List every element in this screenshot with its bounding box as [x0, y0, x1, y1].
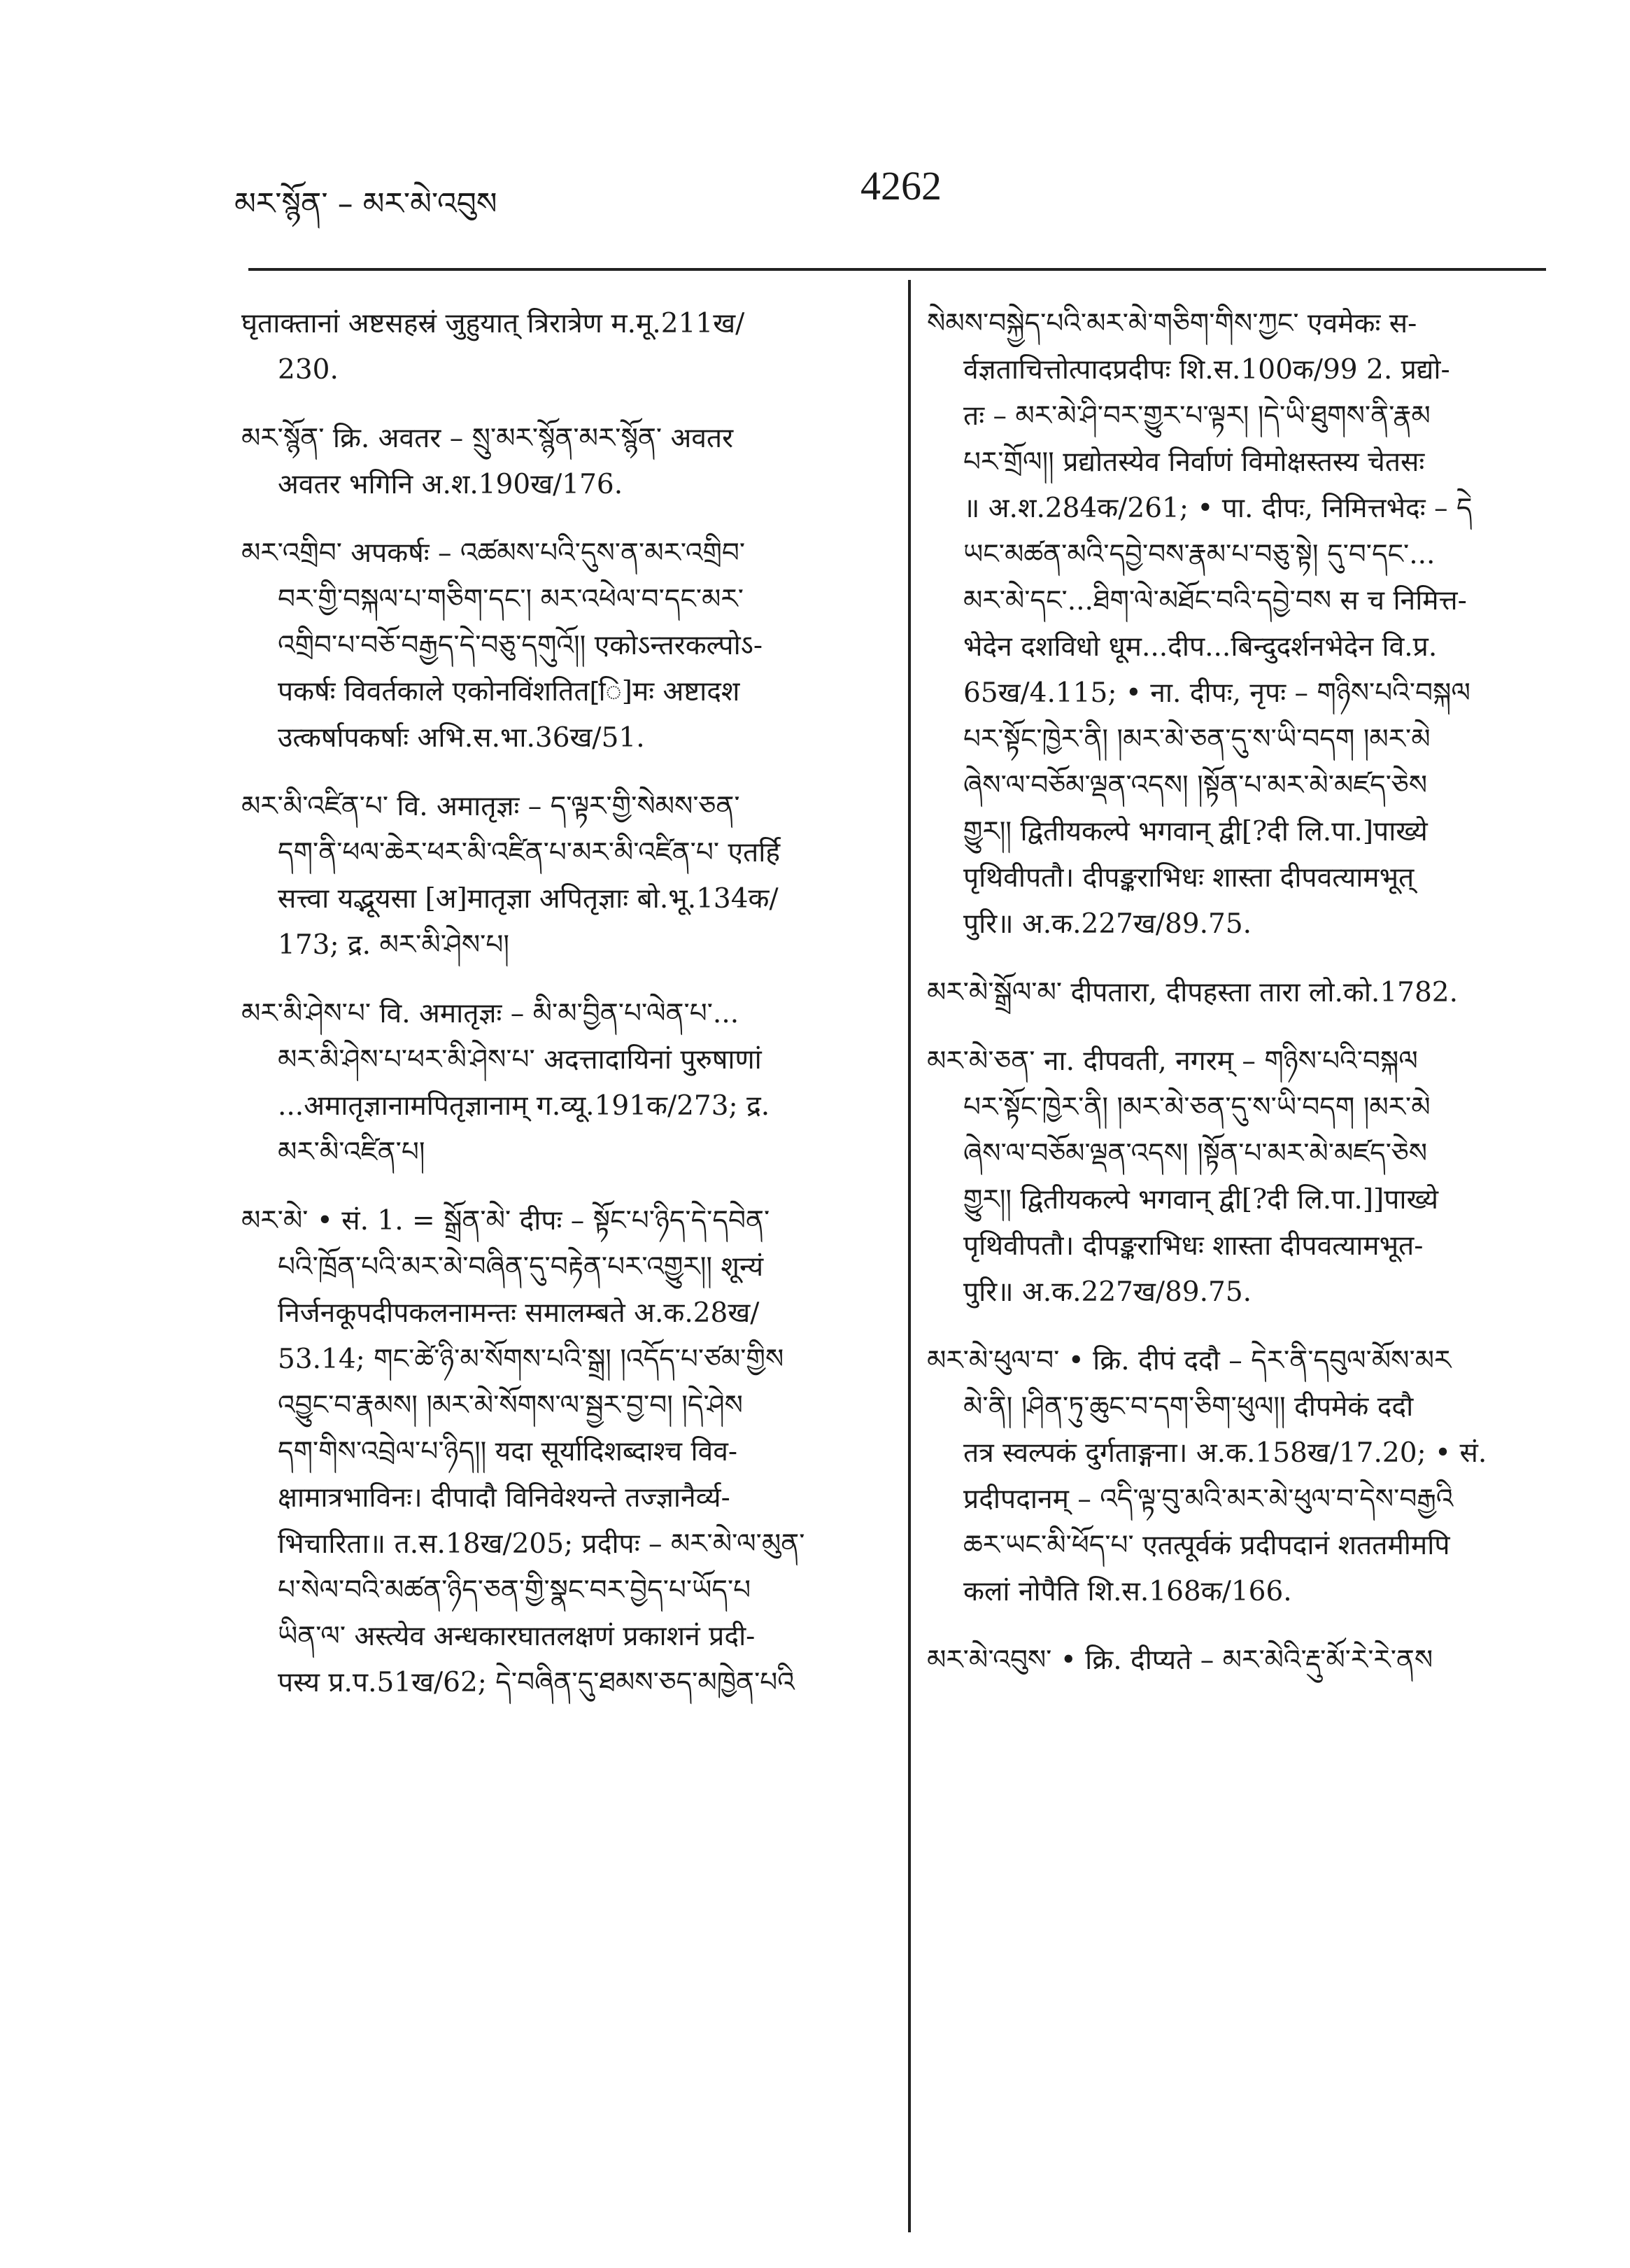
header-guide-words: མར་སྙོན་ – མར་མེ་འབུས: [234, 186, 497, 222]
entry-line: པ་སེལ་བའི་མཚན་ཉིད་ཅན་གྱི་སྣང་བར་བྱེད་པ་ཡོད་པ: [278, 1575, 751, 1606]
entry-line: པར་གྲོལ།། प्रद्योतस्येव निर्वाणं विमोक्षस्तस्य चेतसः: [963, 446, 1425, 478]
entry-line: भिचारिता॥ त.स.18ख/205; प्रदीपः – མར་མེ་ལ་མུན་: [278, 1528, 805, 1560]
entry-line: पृथिवीपतौ। दीपङ्कराभिधः शास्ता दीपवत्यामभूत्: [963, 862, 1415, 894]
entry-line: ...अमातृज्ञानामपितृज्ञानाम् ग.व्यू.191क/273; द्र.: [278, 1090, 770, 1122]
entry-line: घृताक्तानां अष्टसहस्रं जुहुयात् त्रिरात्रेण म.मू.211ख/: [241, 308, 745, 339]
dictionary-entry: [927, 301, 1543, 948]
entry-line: उत्कर्षापकर्षाः अभि.स.भा.36ख/51.: [278, 722, 645, 754]
entry-line: ཡང་མཚན་མའི་དབྱེ་བས་རྣམ་པ་བཅུ་སྟེ། དུ་བ་དང་...: [963, 539, 1436, 570]
entry-line: འགྲིབ་པ་བཅོ་བརྒྱད་དེ་བཅུ་དགུའོ།། एकोऽन्तरकल्पोऽ-: [278, 630, 763, 661]
entry-line: ॥ अ.श.284क/261; • पा. दीपः, निमित्तभेदः – དེ: [963, 493, 1473, 524]
entry-line: सत्त्वा यद्भूयसा [अ]मातृज्ञा अपितृज्ञाः बो.भू.134क/: [278, 883, 779, 915]
entry-line: पकर्षः विवर्तकाले एकोनविंशतित[ि]मः अष्टादश: [278, 676, 740, 707]
entry-line: མར་མེ་འབུས་ • क्रि. दीप्यते – མར་མེའི་རྡུ་མོ་རེ་རེ་ནས: [927, 1644, 1433, 1676]
page-number: 4262: [860, 163, 942, 209]
entry-line: མར་སྙོན་ क्रि. अवतर – སྲུ་མར་སྙོན་མར་སྙོན་ अवतर: [241, 423, 734, 454]
entry-line: མར་མེ་སྒྲོལ་མ་ दीपतारा, दीपहस्ता तारा लो.को.1782.: [927, 977, 1458, 1008]
entry-line: སེམས་བསྐྱེད་པའི་མར་མེ་གཅིག་གིས་ཀྱང་ एवमेकः स-: [927, 308, 1417, 339]
right-column: [927, 301, 1543, 1706]
entry-line: མར་མི་ཤེས་པ་ वि. अमातृज्ञः – མི་མ་བྱིན་པ་ལེན་པ་...: [241, 998, 739, 1029]
entry-line: གྱུར།། द्वितीयकल्पे भगवान् द्वी[?दी लि.पा.]]पाख्ये: [963, 1184, 1438, 1216]
dictionary-entry: [241, 301, 881, 393]
entry-line: प्रदीपदानम् – འདི་ལྟ་བུ་མའི་མར་མེ་ཕུལ་བ་དེས་བརྒྱའི: [963, 1484, 1454, 1515]
entry-line: མར་མི་ཤེས་པ་ཕར་མི་ཤེས་པ་ अदत्तादायिनां पुरुषाणां: [278, 1044, 762, 1076]
entry-line: पृथिवीपतौ। दीपङ्कराभिधः शास्ता दीपवत्यामभूत-: [963, 1230, 1424, 1262]
entry-line: पुरि॥ अ.क.227ख/89.75.: [963, 1276, 1252, 1308]
entry-line: འབྱུང་བ་རྣམས། །མར་མེ་སོགས་ལ་སྦྱར་བྱ་བ། །དེ་ཤེས: [278, 1390, 743, 1421]
dictionary-entry: [927, 1637, 1543, 1684]
dictionary-entry: [927, 1038, 1543, 1316]
dictionary-entry: [241, 416, 881, 508]
entry-line: མར་མི་འཛིན་པ་ वि. अमातृज्ञः – ད་ལྟར་གྱི་སེམས་ཅན་: [241, 791, 740, 822]
entry-line: པར་སྟོང་ཁྱེར་ནི། །མར་མེ་ཅན་དུ་ས་ཡི་བདག །མར་མེ: [963, 1092, 1431, 1123]
entry-line: कलां नोपैति शि.स.168क/166.: [963, 1576, 1292, 1607]
dictionary-entry: [241, 530, 881, 761]
entry-line: དག་གིས་འབྲེལ་པ་ཉིད།། यदा सूर्यादिशब्दाश्च विव-: [278, 1436, 738, 1467]
entry-line: མར་མེ་ • सं. 1. = སྒྲོན་མེ་ दीपः – སྟོང་པ་ཉིད་དེ་དབེན་: [241, 1205, 770, 1237]
entry-line: भेदेन दशविधो धूम...दीप...बिन्दुदर्शनभेदेन वि.प्र.: [963, 631, 1438, 663]
entry-line: 173; द्र. མར་མི་ཤེས་པ།: [278, 929, 510, 961]
entry-line: पस्य प्र.प.51ख/62; དེ་བཞིན་དུ་ཐམས་ཅད་མཁྱེན་པའི: [278, 1667, 795, 1698]
running-header: [234, 162, 1546, 222]
entry-line: पुरि॥ अ.क.227ख/89.75.: [963, 908, 1252, 940]
entry-line: ཡིན་ལ་ अस्त्येव अन्धकारघातलक्षणं प्रकाशनं प्रदी-: [278, 1621, 756, 1652]
entry-line: དག་ནི་ཕལ་ཆེར་ཕར་མི་འཛིན་པ་མར་མི་འཛིན་པ་ एतर्हि: [278, 837, 781, 868]
header-rule: [248, 268, 1546, 271]
entry-line: 53.14; གང་ཚེ་ཉི་མ་སོགས་པའི་སྒྲ། །འདོད་པ་ཙམ་གྱིས: [278, 1344, 784, 1375]
entry-line: མར་མེ་ཕུལ་བ་ • क्रि. दीपं ददौ – དེར་ནི་དབུལ་མོས་མར: [927, 1345, 1452, 1376]
entry-line: निर्जनकूपदीपकलनामन्तः समालम्बते अ.क.28ख/: [278, 1297, 760, 1329]
dictionary-entry: [927, 970, 1543, 1016]
entry-line: མར་མེ་དང་...ཐིག་ལེ་མཐོང་བའི་དབྱེ་བས स च निमित्त-: [963, 585, 1467, 617]
entry-line: तत्र स्वल्पकं दुर्गताङ्गना। अ.क.158ख/17.20; • सं.: [963, 1437, 1487, 1469]
dictionary-entry: [241, 784, 881, 969]
entry-line: क्षामात्रभाविनः। दीपादौ विनिवेश्यन्ते तज्ज्ञानैर्व्य-: [278, 1482, 730, 1514]
entry-line: तः – མར་མེ་ཤི་བར་གྱུར་པ་ལྟར། །དེ་ཡི་ཐུགས་ནི་རྣམ: [963, 400, 1431, 432]
entry-line: པའི་ཁྲོན་པའི་མར་མེ་བཞིན་དུ་བརྟེན་པར་འགྱུར།། शून्यं: [278, 1251, 764, 1283]
entry-line: མར་འགྲིབ་ अपकर्षः – འཚམས་པའི་དུས་ན་མར་འགྲིབ་: [241, 537, 746, 569]
entry-line: ཞེས་ལ་བཅོམ་ལྡན་འདས། །སྟོན་པ་མར་མེ་མཛད་ཅེས: [963, 1138, 1428, 1169]
dictionary-entry: [927, 1338, 1543, 1615]
entry-line: གྱུར།། द्वितीयकल्पे भगवान् द्वी[?दी लि.पा.]पाख्ये: [963, 816, 1428, 847]
entry-line: བར་གྱི་བསྐལ་པ་གཅིག་དང་། མར་འཕེལ་བ་དང་མར་: [278, 584, 744, 615]
entry-line: अवतर भगिनि अ.श.190ख/176.: [278, 469, 623, 500]
entry-line: མར་མི་འཛིན་པ།: [278, 1136, 425, 1168]
entry-line: 65ख/4.115; • ना. दीपः, नृपः – གཉིས་པའི་བསྐལ: [963, 677, 1470, 709]
dictionary-entry: [241, 1198, 881, 1706]
entry-line: པར་སྟོང་ཁྱེར་ནི། །མར་མེ་ཅན་དུ་ས་ཡི་བདག །མར་མེ: [963, 724, 1431, 755]
entry-line: ཆར་ཡང་མི་ཕོད་པ་ एतत्पूर्वकं प्रदीपदानं शततमीमपि: [963, 1530, 1450, 1561]
column-divider: [908, 280, 911, 2232]
entry-line: ཞེས་ལ་བཅོམ་ལྡན་འདས། །སྟོན་པ་མར་མེ་མཛད་ཅེས: [963, 770, 1428, 801]
dictionary-entry: [241, 991, 881, 1176]
left-column: [241, 301, 881, 1728]
entry-line: མར་མེ་ཅན་ ना. दीपवती, नगरम् – གཉིས་པའི་བསྐལ: [927, 1045, 1418, 1077]
entry-line: མེ་ནི། །ཤིན་ཏུ་ཆུང་བ་དག་ཅིག་ཕུལ།། दीपमेकं ददौ: [963, 1391, 1414, 1423]
entry-line: 230.: [278, 354, 339, 386]
entry-line: र्वज्ञताचित्तोत्पादप्रदीपः शि.स.100क/99 2. प्रद्यो-: [963, 354, 1450, 386]
